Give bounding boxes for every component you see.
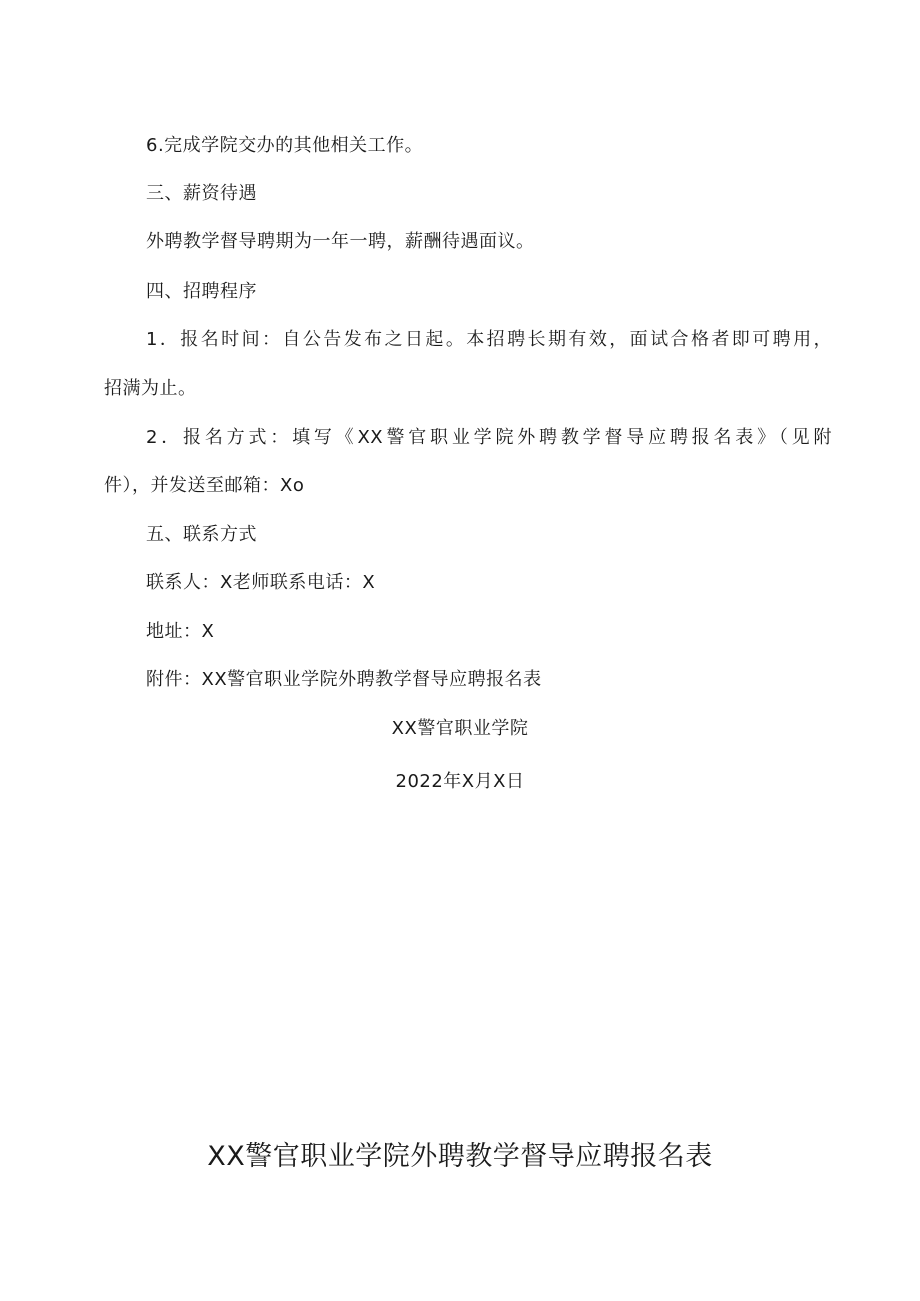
step-1-line-1: 1．报名时间：自公告发布之日起。本招聘长期有效，面试合格者即可聘用，: [146, 329, 832, 350]
form-title: XX警官职业学院外聘教学督导应聘报名表: [207, 1141, 713, 1172]
contact-line: 联系人：X老师联系电话：X: [146, 572, 376, 593]
step-1-line-2: 招满为止。: [104, 378, 197, 399]
item-6-text: 6.完成学院交办的其他相关工作。: [146, 135, 424, 156]
address-line: 地址：X: [146, 621, 215, 642]
signature-org: XX警官职业学院: [391, 718, 529, 739]
step-2-line-1: 2．报名方式：填写《XX警官职业学院外聘教学督导应聘报名表》（见附: [146, 427, 832, 448]
section-5-heading: 五、联系方式: [146, 524, 257, 545]
section-4-heading: 四、招聘程序: [146, 281, 257, 302]
step-2-line-2: 件），并发送至邮箱：Xo: [104, 475, 305, 496]
attachment-line: 附件：XX警官职业学院外聘教学督导应聘报名表: [146, 669, 542, 690]
section-3-heading: 三、薪资待遇: [146, 183, 257, 204]
section-3-body: 外聘教学督导聘期为一年一聘，薪酬待遇面议。: [146, 231, 535, 252]
signature-date: 2022年X月X日: [395, 771, 525, 792]
